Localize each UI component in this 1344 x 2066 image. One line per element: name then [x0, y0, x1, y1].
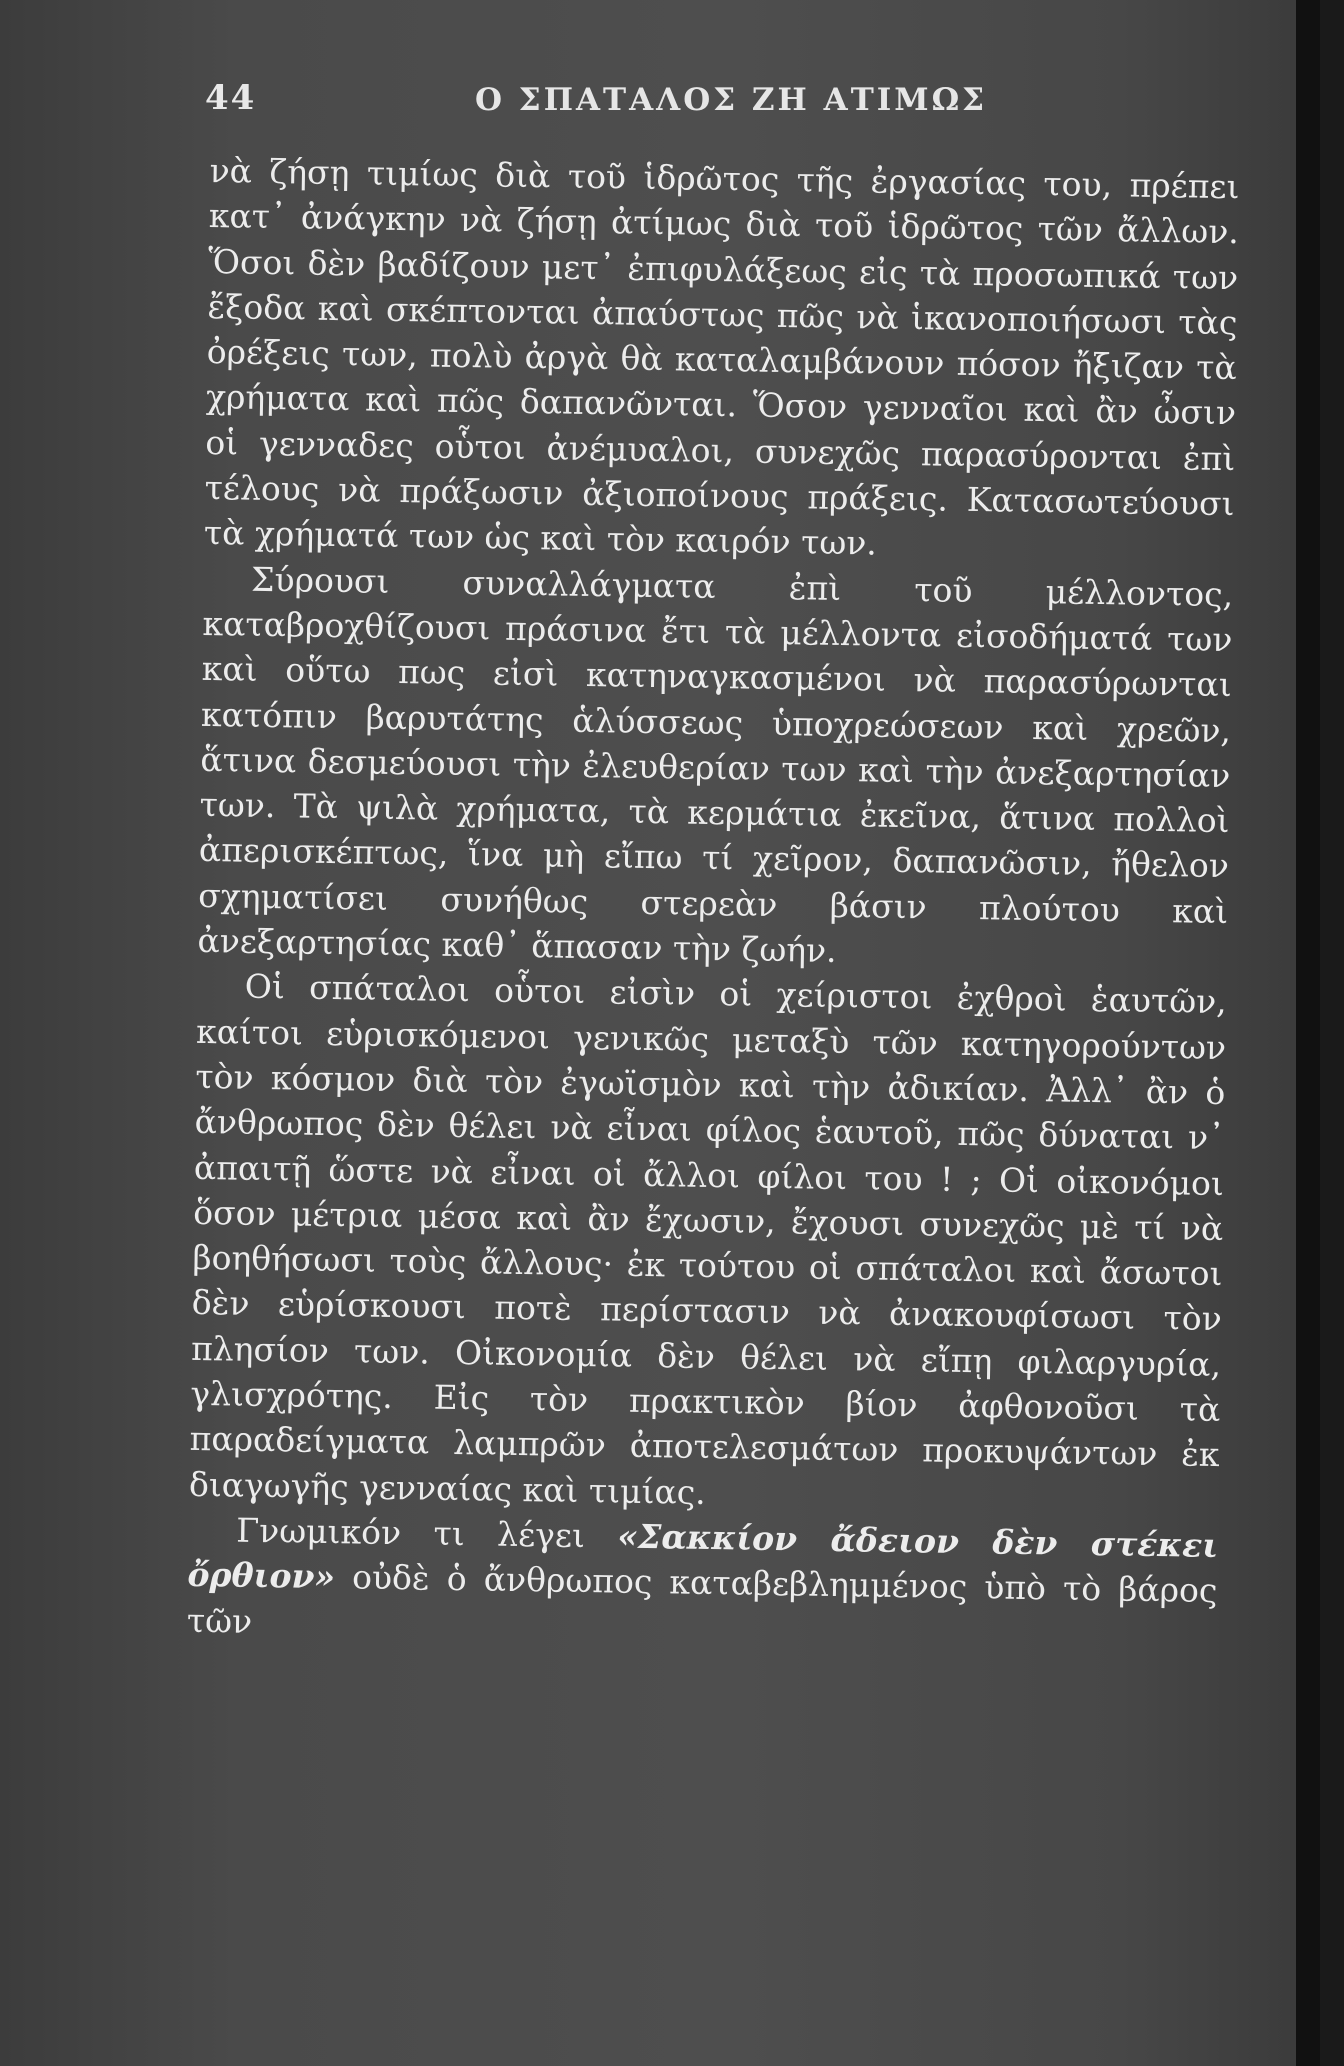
- paragraph-4: [187, 1507, 1219, 1659]
- page-number: 44: [205, 78, 257, 118]
- paragraph-1: νὰ ζήσῃ τιμίως διὰ τοῦ ἱδρῶτος τῆς ἐργασίας του, πρέπει κατ᾽ ἀνάγκην νὰ ζήσῃ ἀτίμως διὰ τοῦ ἱδρῶτος τῶν ἄλλων. Ὅσοι δὲν βαδίζουν μετ᾽ ἐπιφυλάξεως εἰς τὰ προσωπικά των ἔξοδα καὶ σκέπτονται ἀπαύστως πῶς νὰ ἱκανοποιήσωσι τὰς ὀρέξεις των, πολὺ ἀργὰ θὰ καταλαμβάνουν πόσον ἤξιζαν τὰ χρήματα καὶ πῶς δαπανῶνται. Ὅσον γενναῖοι καὶ ἂν ὦσιν οἱ γενναδες οὗτοι ἀνέμυαλοι, συνεχῶς παρασύρονται ἐπὶ τέλους νὰ πράξωσιν ἀξιοποίνους πράξεις. Κατασωτεύουσι τὰ χρήματά των ὡς καὶ τὸν καιρόν των.: [203, 150, 1240, 563]
- paragraph-4-start: Γνωμικόν τι λέγει: [235, 1510, 586, 1555]
- proverb-quote: «Σακκίον ἄδειον δὲν στέκει ὄρθιον»: [187, 1516, 1219, 1597]
- page-gutter-shadow: [1296, 0, 1320, 2066]
- paragraph-2: Σύρουσι συναλλάγματα ἐπὶ τοῦ μέλλοντος, καταβροχθίζουσι πράσινα ἔτι τὰ μέλλοντα εἰσοδήματά των καὶ οὕτω πως εἰσὶ κατηναγκασμένοι νὰ παρασύρωνται κατόπιν βαρυτάτης ἁλύσσεως ὑποχρεώσεων καὶ χρεῶν, ἅτινα δεσμεύουσι τὴν ἐλευθερίαν των καὶ τὴν ἀνεξαρτησίαν των. Τὰ ψιλὰ χρήματα, τὰ κερμάτια ἐκεῖνα, ἅτινα πολλοὶ ἀπερισκέπτως, ἵνα μὴ εἴπω τί χεῖρον, δαπανῶσιν, ἤθελον σχηματίσει συνήθως στερεὰν βάσιν πλούτου καὶ ἀνεξαρτησίας καθ᾽ ἅπασαν τὴν ζωήν.: [197, 559, 1234, 970]
- running-title: Ο ΣΠΑΤΑΛΟΣ ΖΗ ΑΤΙΜΩΣ: [475, 82, 988, 118]
- body-text: [187, 148, 1240, 1659]
- paragraph-3: Οἱ σπάταλοι οὗτοι εἰσὶν οἱ χείριστοι ἐχθροὶ ἑαυτῶν, καίτοι εὑρισκόμενοι γενικῶς μεταξὺ τῶν κατηγορούντων τὸν κόσμον διὰ τὸν ἐγωϊσμὸν καὶ τὴν ἀδικίαν. Ἀλλ᾽ ἂν ὁ ἄνθρωπος δὲν θέλει νὰ εἶναι φίλος ἑαυτοῦ, πῶς δύναται ν᾽ ἀπαιτῇ ὥστε νὰ εἶναι οἱ ἄλλοι φίλοι του ! ; Οἱ οἰκονόμοι ὅσον μέτρια μέσα καὶ ἂν ἔχωσιν, ἔχουσι συνεχῶς μὲ τί νὰ βοηθήσωσι τοὺς ἄλλους· ἐκ τούτου οἱ σπάταλοι καὶ ἄσωτοι δὲν εὑρίσκουσι ποτὲ περίστασιν νὰ ἀνακουφίσωσι τὸν πλησίον των. Οἰκονομία δὲν θέλει νὰ εἴπῃ φιλαργυρία, γλισχρότης. Εἰς τὸν πρακτικὸν βίον ἀφθονοῦσι τὰ παραδείγματα λαμπρῶν ἀποτελεσμάτων προκυψάντων ἐκ διαγωγῆς γενναίας καὶ τιμίας.: [188, 966, 1228, 1512]
- page-header: [205, 78, 1255, 138]
- paragraph-4-end: οὐδὲ ὁ ἄνθρωπος καταβεβλημμένος ὑπὸ τὸ βάρος τῶν: [186, 1557, 1218, 1641]
